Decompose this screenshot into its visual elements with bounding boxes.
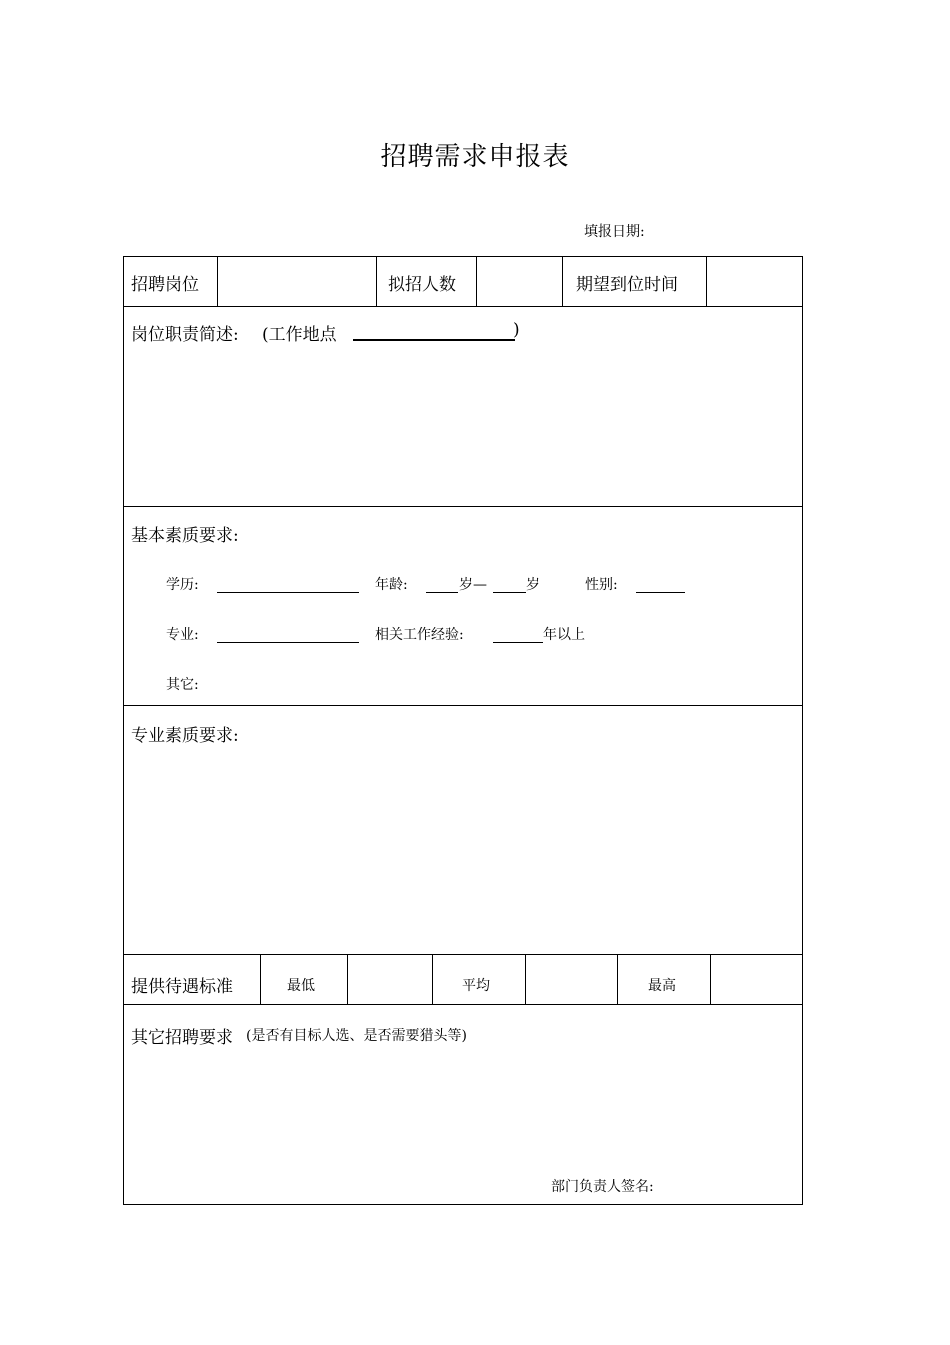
salary-avg-field[interactable] bbox=[526, 955, 616, 1004]
age-max-field[interactable] bbox=[493, 592, 526, 593]
gender-field[interactable] bbox=[636, 592, 685, 593]
professional-req-label: 专业素质要求: bbox=[131, 726, 239, 746]
experience-unit: 年以上 bbox=[543, 627, 585, 643]
position-field[interactable] bbox=[218, 257, 375, 306]
age-unit: 岁 bbox=[526, 577, 540, 593]
signature-field[interactable] bbox=[665, 1170, 795, 1198]
location-field[interactable] bbox=[353, 339, 515, 341]
age-label: 年龄: bbox=[375, 577, 408, 593]
gender-label: 性别: bbox=[585, 577, 618, 593]
arrival-time-field[interactable] bbox=[707, 257, 801, 306]
cell-divider bbox=[432, 954, 433, 1004]
salary-avg-label: 平均 bbox=[462, 978, 490, 994]
salary-max-label: 最高 bbox=[648, 978, 676, 994]
cell-divider bbox=[562, 256, 563, 306]
basic-req-label: 基本素质要求: bbox=[131, 526, 239, 546]
education-field[interactable] bbox=[217, 592, 359, 593]
salary-min-field[interactable] bbox=[348, 955, 431, 1004]
professional-req-area[interactable] bbox=[124, 746, 801, 953]
salary-min-label: 最低 bbox=[287, 978, 315, 994]
signature-label: 部门负责人签名: bbox=[551, 1179, 654, 1195]
position-label: 招聘岗位 bbox=[131, 275, 199, 295]
experience-field[interactable] bbox=[493, 642, 543, 643]
major-label: 专业: bbox=[166, 627, 199, 643]
other-label: 其它: bbox=[166, 677, 199, 693]
location-close: ) bbox=[513, 320, 520, 340]
age-separator: 岁— bbox=[459, 577, 487, 593]
page-title: 招聘需求申报表 bbox=[380, 142, 570, 172]
arrival-time-label: 期望到位时间 bbox=[576, 275, 678, 295]
education-label: 学历: bbox=[166, 577, 199, 593]
age-min-field[interactable] bbox=[426, 592, 458, 593]
cell-divider bbox=[617, 954, 618, 1004]
headcount-label: 拟招人数 bbox=[388, 275, 456, 295]
cell-divider bbox=[260, 954, 261, 1004]
row-divider bbox=[123, 705, 803, 706]
major-field[interactable] bbox=[217, 642, 359, 643]
fill-date-label: 填报日期: bbox=[584, 224, 645, 240]
experience-label: 相关工作经验: bbox=[375, 627, 464, 643]
row-divider bbox=[123, 954, 803, 955]
duties-area[interactable] bbox=[124, 345, 801, 505]
other-field[interactable] bbox=[210, 668, 790, 698]
headcount-field[interactable] bbox=[477, 257, 561, 306]
location-open: (工作地点 bbox=[262, 325, 337, 345]
row-divider bbox=[123, 1004, 803, 1005]
other-req-area[interactable] bbox=[124, 1050, 801, 1165]
other-req-note: (是否有目标人选、是否需要猎头等) bbox=[246, 1028, 467, 1044]
other-req-label: 其它招聘要求 bbox=[131, 1028, 233, 1048]
duties-label: 岗位职责简述: bbox=[131, 325, 239, 345]
salary-max-field[interactable] bbox=[711, 955, 801, 1004]
row-divider bbox=[123, 506, 803, 507]
cell-divider bbox=[376, 256, 377, 306]
row-divider bbox=[123, 306, 803, 307]
salary-label: 提供待遇标准 bbox=[131, 977, 233, 997]
